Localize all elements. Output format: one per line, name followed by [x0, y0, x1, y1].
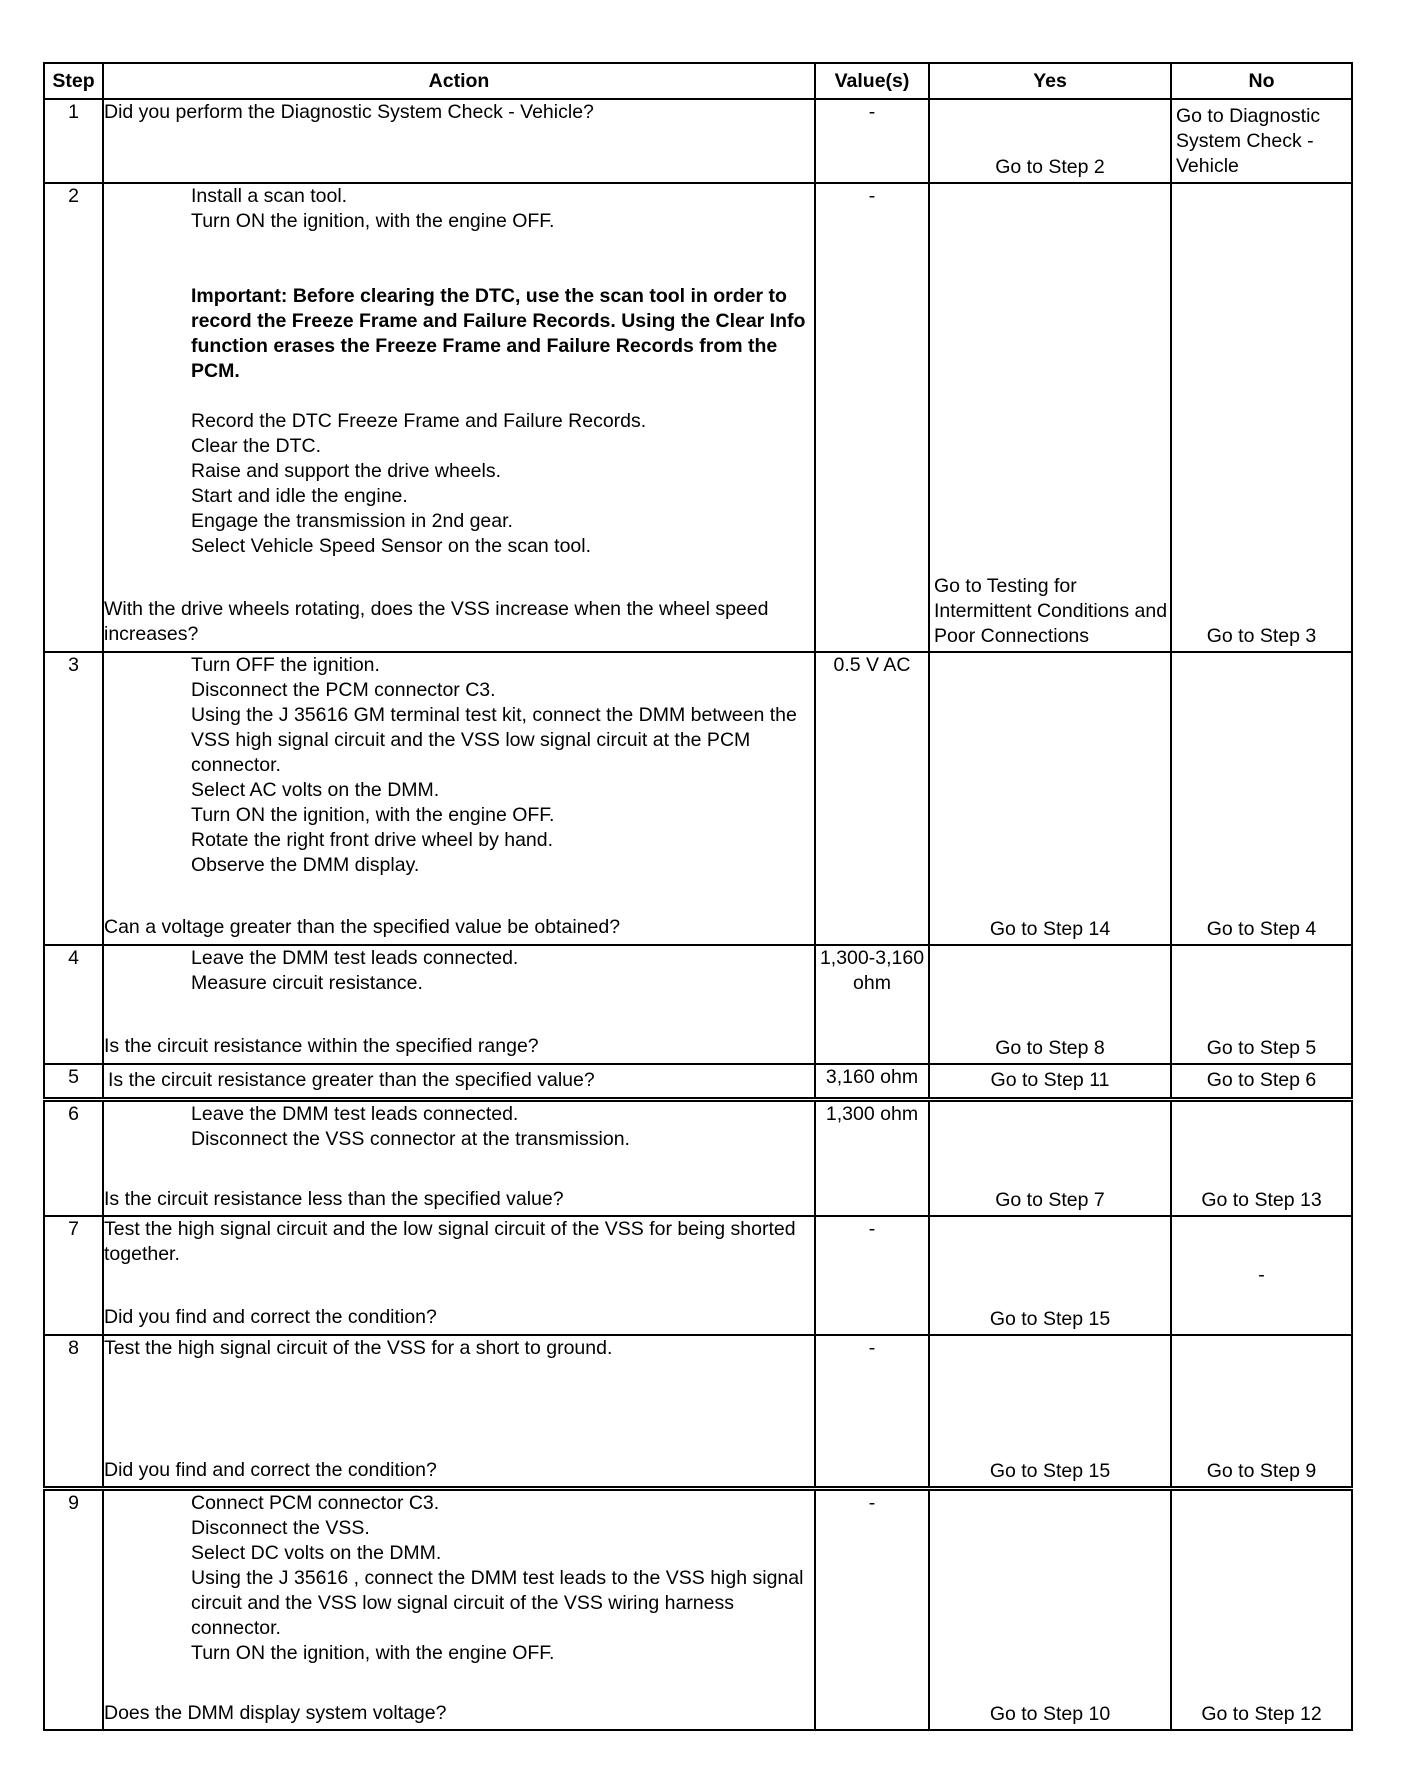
action-line: Disconnect the PCM connector C3. — [191, 679, 496, 701]
step-number: 4 — [44, 945, 103, 1064]
action-cell — [103, 1488, 815, 1730]
yes-cell — [929, 1335, 1171, 1488]
value-cell: 0.5 V AC — [815, 652, 929, 945]
step-number: 7 — [44, 1216, 103, 1335]
yes-text: Go to Step 10 — [989, 1703, 1111, 1725]
yes-cell — [929, 99, 1171, 183]
step-number: 3 — [44, 652, 103, 945]
yes-cell — [929, 1488, 1171, 1730]
yes-text: Go to Step 7 — [995, 1189, 1105, 1211]
action-line: Engage the transmission in 2nd gear. — [191, 510, 513, 532]
action-line: Raise and support the drive wheels. — [191, 460, 502, 482]
table-row — [44, 99, 1352, 183]
action-line: Leave the DMM test leads connected. — [191, 947, 519, 969]
no-cell — [1171, 99, 1352, 183]
action-line: Select DC volts on the DMM. — [191, 1541, 442, 1564]
step-number: 5 — [44, 1064, 103, 1099]
action-line: Record the DTC Freeze Frame and Failure Records. — [191, 410, 647, 432]
header-no: No — [1171, 63, 1352, 99]
yes-cell — [929, 1216, 1171, 1335]
no-cell — [1171, 945, 1352, 1064]
table-row — [44, 945, 1352, 1064]
action-cell — [103, 1216, 815, 1335]
yes-text: Go to Step 14 — [989, 918, 1111, 940]
question-text: Did you find and correct the condition? — [104, 1306, 437, 1328]
action-cell — [103, 1335, 815, 1488]
header-action: Action — [103, 63, 815, 99]
action-line: Leave the DMM test leads connected. — [191, 1102, 519, 1125]
action-line: Select Vehicle Speed Sensor on the scan tool. — [191, 535, 592, 557]
action-line: Using the J 35616 GM terminal test kit, connect the DMM between the VSS high signal circuit and the VSS low signal circuit at the PCM connector. — [191, 704, 797, 776]
yes-cell: Go to Step 11 — [929, 1064, 1171, 1099]
yes-text: Go to Step 8 — [995, 1037, 1105, 1059]
table-row — [44, 1335, 1352, 1488]
yes-text: Go to Step 2 — [995, 156, 1105, 178]
action-line: Observe the DMM display. — [191, 854, 420, 876]
header-values: Value(s) — [815, 63, 929, 99]
no-cell — [1171, 183, 1352, 652]
important-note: Important: Before clearing the DTC, use the scan tool in order to record the Freeze Frame and Failure Records. Using the Clear Info function erases the Freeze Frame and Failure Records from the PCM. — [191, 285, 806, 382]
action-line: Connect PCM connector C3. — [191, 1491, 440, 1514]
step-number: 6 — [44, 1099, 103, 1216]
action-cell — [103, 652, 815, 945]
action-cell — [103, 99, 815, 183]
value-cell: - — [815, 183, 929, 652]
no-cell — [1171, 1099, 1352, 1216]
action-line: Rotate the right front drive wheel by hand. — [191, 829, 554, 851]
table-row — [44, 1488, 1352, 1730]
action-line: Test the high signal circuit and the low signal circuit of the VSS for being shorted together. — [104, 1218, 796, 1265]
action-line: Turn ON the ignition, with the engine OFF. — [191, 1641, 555, 1664]
action-line: Disconnect the VSS. — [191, 1516, 370, 1539]
action-line: Turn ON the ignition, with the engine OFF. — [191, 210, 555, 232]
diagnostic-table — [43, 62, 1353, 1731]
action-line: Start and idle the engine. — [191, 485, 408, 507]
action-line: Clear the DTC. — [191, 435, 322, 457]
table-row — [44, 652, 1352, 945]
yes-text: Go to Testing for Intermittent Conditions and Poor Connections — [934, 575, 1168, 647]
question-text: Did you perform the Diagnostic System Check - Vehicle? — [104, 101, 594, 123]
table-row — [44, 1216, 1352, 1335]
no-text: Go to Step 13 — [1201, 1189, 1322, 1211]
action-line: Select AC volts on the DMM. — [191, 779, 440, 801]
value-cell: - — [815, 1488, 929, 1730]
yes-cell — [929, 945, 1171, 1064]
value-cell: 1,300 ohm — [815, 1099, 929, 1216]
step-number: 2 — [44, 183, 103, 652]
question-text: Does the DMM display system voltage? — [104, 1701, 447, 1724]
action-line: Turn OFF the ignition. — [191, 654, 380, 676]
action-line: Install a scan tool. — [191, 185, 348, 207]
no-text: Go to Step 5 — [1206, 1037, 1317, 1059]
step-number: 8 — [44, 1335, 103, 1488]
yes-text: Go to Step 15 — [989, 1459, 1111, 1482]
no-text: Go to Step 9 — [1206, 1459, 1317, 1482]
step-number: 1 — [44, 99, 103, 183]
value-cell: - — [815, 99, 929, 183]
header-step: Step — [44, 63, 103, 99]
question-text: Can a voltage greater than the specified value be obtained? — [104, 916, 621, 938]
no-text: Go to Diagnostic System Check - Vehicle — [1176, 105, 1321, 177]
yes-cell — [929, 183, 1171, 652]
no-text: Go to Step 12 — [1201, 1703, 1322, 1725]
action-line: Disconnect the VSS connector at the transmission. — [191, 1127, 630, 1150]
value-cell: - — [815, 1335, 929, 1488]
table-row — [44, 1099, 1352, 1216]
action-cell — [103, 1064, 815, 1099]
question-text: Did you find and correct the condition? — [104, 1459, 437, 1481]
no-cell — [1171, 652, 1352, 945]
no-text: Go to Step 3 — [1206, 625, 1317, 647]
yes-cell — [929, 1099, 1171, 1216]
question-text: Is the circuit resistance within the specified range? — [104, 1035, 539, 1057]
action-line: Turn ON the ignition, with the engine OFF. — [191, 804, 555, 826]
yes-cell — [929, 652, 1171, 945]
no-cell — [1171, 1335, 1352, 1488]
action-cell — [103, 1099, 815, 1216]
action-line: Using the J 35616 , connect the DMM test leads to the VSS high signal circuit and the VSS low signal circuit of the VSS wiring harness connector. — [191, 1566, 804, 1639]
action-line: Measure circuit resistance. — [191, 972, 423, 994]
yes-text: Go to Step 15 — [989, 1308, 1111, 1330]
header-row — [44, 63, 1352, 99]
question-text: With the drive wheels rotating, does the VSS increase when the wheel speed increases? — [104, 598, 769, 645]
no-cell: Go to Step 6 — [1171, 1064, 1352, 1099]
action-cell — [103, 945, 815, 1064]
value-cell: - — [815, 1216, 929, 1335]
table-row — [44, 1064, 1352, 1099]
no-text: Go to Step 4 — [1206, 918, 1317, 940]
no-cell: - — [1171, 1216, 1352, 1335]
action-line: Test the high signal circuit of the VSS for a short to ground. — [104, 1337, 613, 1359]
question-text: Is the circuit resistance less than the specified value? — [104, 1187, 564, 1210]
table-row — [44, 183, 1352, 652]
value-cell: 1,300-3,160 ohm — [815, 945, 929, 1064]
question-text: Is the circuit resistance greater than the specified value? — [108, 1069, 595, 1092]
action-cell — [103, 183, 815, 652]
header-yes: Yes — [929, 63, 1171, 99]
no-cell — [1171, 1488, 1352, 1730]
value-cell: 3,160 ohm — [815, 1064, 929, 1099]
step-number: 9 — [44, 1488, 103, 1730]
